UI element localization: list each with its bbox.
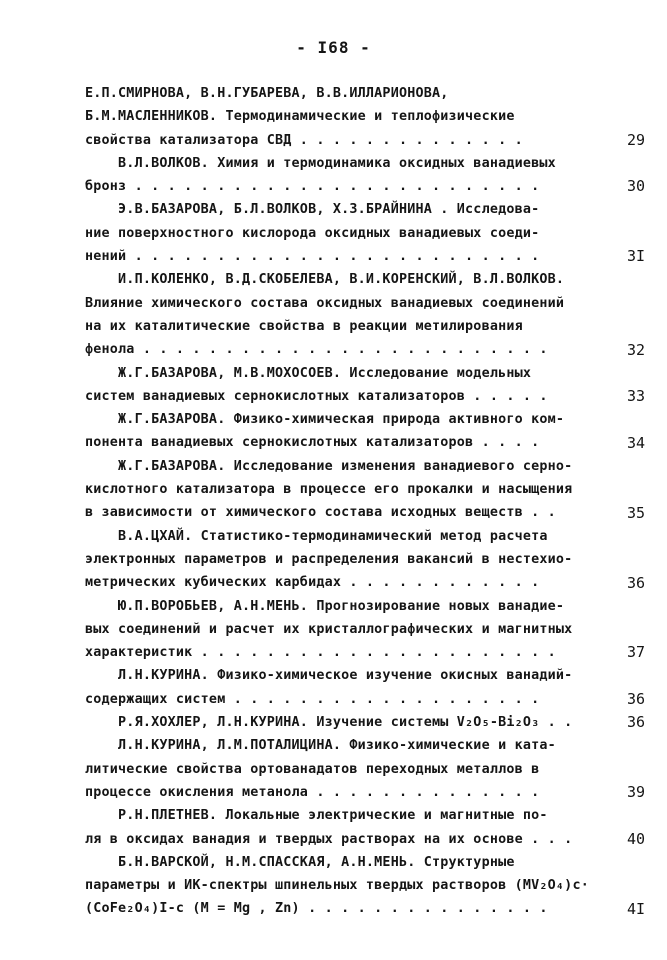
toc-entry-line: нений . . . . . . . . . . . . . . . . . . . . . . . . .	[85, 249, 540, 265]
toc-entry	[85, 152, 645, 199]
toc-entry	[85, 198, 645, 268]
toc-entry-line: Б.Н.ВАРСКОЙ, Н.М.СПАССКАЯ, А.Н.МЕНЬ. Структурные	[85, 854, 515, 870]
toc-entry-line: Е.П.СМИРНОВА, В.Н.ГУБАРЕВА, В.В.ИЛЛАРИОНОВА,	[85, 86, 449, 101]
toc-page-number: 37	[626, 643, 645, 662]
toc-entry-line: Ж.Г.БАЗАРОВА, М.В.МОХОСОЕВ. Исследование модельных	[85, 365, 532, 381]
toc-entry-line: бронз . . . . . . . . . . . . . . . . . . . . . . . . .	[85, 179, 540, 195]
toc-entry-line: метрических кубических карбидах . . . . . . . . . . . .	[85, 575, 540, 591]
toc-page-number: 36	[626, 713, 645, 732]
toc-entry-line: Ж.Г.БАЗАРОВА. Физико-химическая природа активного ком-	[85, 412, 565, 428]
toc-entry	[85, 711, 645, 734]
toc-page-number: 40	[626, 829, 645, 848]
toc-entry	[85, 362, 645, 409]
toc-entry-line: характеристик . . . . . . . . . . . . . . . . . . . . . .	[85, 645, 556, 661]
toc-entry-line: систем ванадиевых сернокислотных катализаторов . . . . .	[85, 388, 548, 404]
toc-entry-line: кислотного катализатора в процессе его прокалки и насыщения	[85, 482, 573, 498]
toc-entry-line: электронных параметров и распределения вакансий в нестехио-	[85, 551, 573, 567]
toc-page-number: 4I	[626, 899, 645, 918]
toc-entry	[85, 595, 645, 665]
toc-page-number: 33	[626, 387, 645, 406]
toc-entry-line: В.Л.ВОЛКОВ. Химия и термодинамика оксидных ванадиевых	[85, 155, 556, 171]
toc-entry-line: ние поверхностного кислорода оксидных ванадиевых соеди-	[85, 225, 540, 241]
toc-entry-line: Ю.П.ВОРОБЬЕВ, А.Н.МЕНЬ. Прогнозирование новых ванадие-	[85, 598, 565, 614]
toc-entry-line: литические свойства ортованадатов переходных металлов в	[85, 761, 540, 777]
toc-entry	[85, 851, 645, 921]
toc-entry-line: Э.В.БАЗАРОВА, Б.Л.ВОЛКОВ, Х.З.БРАЙНИНА . Исследова-	[85, 202, 540, 218]
toc-entry	[85, 525, 645, 595]
toc-entry-line: (CoFe₂O₄)I-c (M = Mg , Zn) . . . . . . . . . . . . . . .	[85, 901, 548, 917]
toc-entry	[85, 664, 645, 711]
toc-entry-line: Влияние химического состава оксидных ванадиевых соединений	[85, 295, 565, 311]
toc-entry-line: фенола . . . . . . . . . . . . . . . . . . . . . . . . .	[85, 342, 548, 358]
toc-page-number: 3I	[626, 247, 645, 266]
toc-page-number: 36	[626, 573, 645, 592]
toc-entry-line: Б.М.МАСЛЕННИКОВ. Термодинамические и теплофизические	[85, 109, 515, 125]
toc-entry-line: Ж.Г.БАЗАРОВА. Исследование изменения ванадиевого серно-	[85, 458, 573, 474]
toc-page-number: 35	[626, 503, 645, 522]
page-number: - I68 -	[296, 38, 371, 57]
toc-page-number: 29	[626, 130, 645, 149]
toc-entry-line: в зависимости от химического состава исходных веществ . .	[85, 505, 556, 521]
toc-entry	[85, 268, 645, 361]
toc-entry-line: Р.Н.ПЛЕТНЕВ. Локальные электрические и магнитные по-	[85, 808, 548, 824]
toc-entry-line: Л.Н.КУРИНА. Физико-химическое изучение окисных ванадий-	[85, 668, 573, 684]
toc-entry-line: на их каталитические свойства в реакции метилирования	[85, 318, 523, 334]
toc-entry-line: содержащих систем . . . . . . . . . . . . . . . . . . .	[85, 691, 540, 707]
toc-entry-line: И.П.КОЛЕНКО, В.Д.СКОБЕЛЕВА, В.И.КОРЕНСКИЙ, В.Л.ВОЛКОВ.	[85, 272, 565, 288]
toc-entry-line: В.А.ЦХАЙ. Статистико-термодинамический метод расчета	[85, 528, 548, 544]
toc-entry	[85, 804, 645, 851]
toc-entry-line: Р.Я.ХОХЛЕР, Л.Н.КУРИНА. Изучение системы V₂O₅-Bi₂O₃ . .	[85, 715, 573, 731]
toc-entry-line: Л.Н.КУРИНА, Л.М.ПОТАЛИЦИНА. Физико-химические и ката-	[85, 738, 556, 754]
toc-page-number: 34	[626, 433, 645, 452]
toc-entry-line: свойства катализатора СВД . . . . . . . . . . . . . .	[85, 132, 523, 148]
toc-page-number: 36	[626, 690, 645, 709]
toc-entry-line: ля в оксидах ванадия и твердых растворах на их основе . . .	[85, 831, 573, 847]
toc-entry	[85, 82, 645, 152]
toc-entry	[85, 455, 645, 525]
table-of-contents	[85, 82, 645, 921]
toc-entry	[85, 408, 645, 455]
toc-entry-line: понента ванадиевых сернокислотных катализаторов . . . .	[85, 435, 540, 451]
toc-entry-line: вых соединений и расчет их кристаллографических и магнитных	[85, 621, 573, 637]
toc-page-number: 30	[626, 177, 645, 196]
toc-page-number: 39	[626, 783, 645, 802]
toc-entry	[85, 734, 645, 804]
toc-entry-line: процессе окисления метанола . . . . . . . . . . . . . .	[85, 784, 540, 800]
toc-entry-line: параметры и ИК-спектры шпинельных твердых растворов (MV₂O₄)c·	[85, 878, 589, 894]
toc-page-number: 32	[626, 340, 645, 359]
